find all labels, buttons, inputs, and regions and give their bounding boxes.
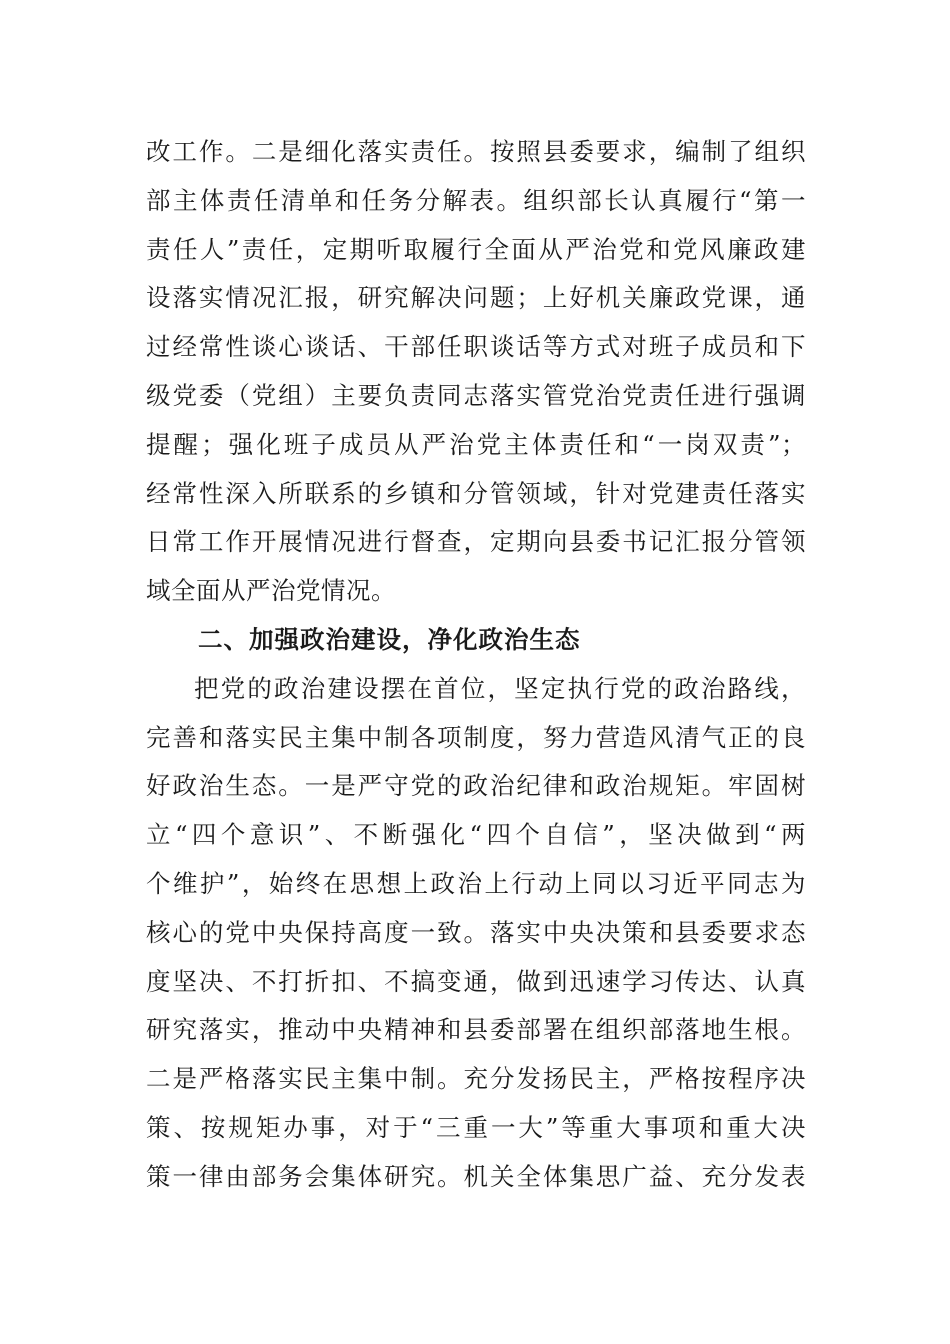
body-text-line: 经常性深入所联系的乡镇和分管领域，针对党建责任落实 (146, 478, 806, 508)
body-text-line: 改工作。二是细化落实责任。按照县委要求，编制了组织 (146, 137, 806, 166)
body-text-line: 策、按规矩办事，对于“三重一大”等重大事项和重大决 (146, 1112, 806, 1142)
body-text-line: 过经常性谈心谈话、干部任职谈话等方式对班子成员和下 (146, 332, 806, 362)
body-text-line: 设落实情况汇报，研究解决问题；上好机关廉政党课，通 (146, 283, 806, 313)
body-text-line: 立“四个意识”、不断强化“四个自信”，坚决做到“两 (146, 820, 806, 850)
body-text-line: 研究落实，推动中央精神和县委部署在组织部落地生根。 (146, 1015, 806, 1045)
body-text-line: 个维护”，始终在思想上政治上行动上同以习近平同志为 (146, 868, 806, 898)
paragraph-first-line: 把党的政治建设摆在首位，坚定执行党的政治路线， (194, 673, 806, 703)
body-text-line: 策一律由部务会集体研究。机关全体集思广益、充分发表 (146, 1161, 806, 1191)
document-page (146, 128, 806, 1202)
body-text-line: 责任人”责任，定期听取履行全面从严治党和党风廉政建 (146, 234, 806, 264)
body-text-line: 度坚决、不打折扣、不搞变通，做到迅速学习传达、认真 (146, 966, 806, 996)
body-text-line: 好政治生态。一是严守党的政治纪律和政治规矩。牢固树 (146, 771, 806, 801)
body-text-line: 完善和落实民主集中制各项制度，努力营造风清气正的良 (146, 722, 806, 752)
section-heading: 二、加强政治建设，净化政治生态 (198, 624, 581, 654)
body-text-line: 核心的党中央保持高度一致。落实中央决策和县委要求态 (146, 917, 806, 947)
body-text-line: 域全面从严治党情况。 (146, 576, 396, 606)
body-text-line: 提醒；强化班子成员从严治党主体责任和“一岗双责”； (146, 429, 806, 459)
body-text-line: 日常工作开展情况进行督查，定期向县委书记汇报分管领 (146, 527, 806, 557)
body-text-line: 二是严格落实民主集中制。充分发扬民主，严格按程序决 (146, 1064, 806, 1094)
body-text-line: 级党委（党组）主要负责同志落实管党治党责任进行强调 (146, 380, 806, 410)
body-text-line: 部主体责任清单和任务分解表。组织部长认真履行“第一 (146, 185, 806, 215)
